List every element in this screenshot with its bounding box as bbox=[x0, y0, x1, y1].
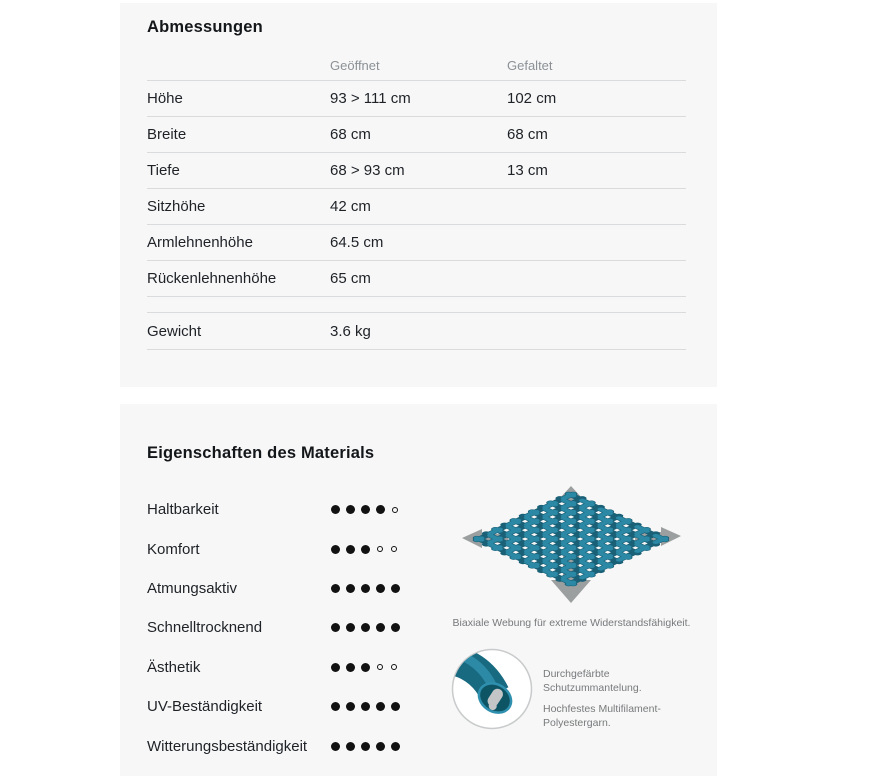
yarn-note-filament: Hochfestes Multifilament-Polyestergarn. bbox=[543, 703, 661, 729]
dot-filled-icon bbox=[376, 742, 385, 751]
header-open-column: Geöffnet bbox=[330, 58, 380, 73]
rating-row bbox=[147, 490, 443, 529]
table-cell-open: 93 > 111 cm bbox=[330, 90, 411, 107]
dot-empty-icon bbox=[391, 664, 397, 670]
rating-row bbox=[147, 569, 443, 608]
table-row bbox=[147, 261, 686, 297]
table-row bbox=[147, 153, 686, 189]
table-cell-label: Sitzhöhe bbox=[147, 198, 206, 215]
dot-filled-icon bbox=[361, 742, 370, 751]
rating-label: Witterungsbeständigkeit bbox=[147, 737, 308, 755]
rating-label: Haltbarkeit bbox=[147, 501, 219, 519]
table-cell-label: Rückenlehnenhöhe bbox=[147, 270, 277, 287]
dot-filled-icon bbox=[376, 584, 385, 593]
table-cell-label: Höhe bbox=[147, 90, 183, 107]
table-cell-label: Armlehnenhöhe bbox=[147, 234, 253, 251]
header-folded-column: Gefaltet bbox=[507, 58, 553, 73]
rating-label: Ästhetik bbox=[147, 658, 201, 676]
rating-row bbox=[147, 608, 443, 647]
table-row bbox=[147, 117, 686, 153]
table-cell-open: 42 cm bbox=[330, 198, 371, 215]
weave-caption: Biaxiale Webung für extreme Widerstandsfähigkeit. bbox=[452, 617, 691, 629]
dot-filled-icon bbox=[361, 663, 370, 672]
table-row bbox=[147, 313, 686, 350]
yarn-note-sheath: Durchgefärbte Schutzummantelung. bbox=[543, 668, 642, 694]
dot-filled-icon bbox=[391, 623, 400, 632]
dot-filled-icon bbox=[346, 623, 355, 632]
dot-filled-icon bbox=[376, 505, 385, 514]
table-cell-open: 65 cm bbox=[330, 270, 371, 287]
dimensions-table-header bbox=[147, 38, 686, 81]
dot-filled-icon bbox=[376, 623, 385, 632]
dot-filled-icon bbox=[391, 702, 400, 711]
rating-row bbox=[147, 529, 443, 568]
dot-filled-icon bbox=[331, 663, 340, 672]
table-cell-folded: 13 cm bbox=[507, 162, 548, 179]
biaxial-weave-illustration bbox=[450, 482, 693, 610]
table-cell-open: 68 cm bbox=[330, 126, 371, 143]
rating-row bbox=[147, 648, 443, 687]
table-row bbox=[147, 189, 686, 225]
rating-label: Atmungsaktiv bbox=[147, 579, 238, 597]
dot-filled-icon bbox=[391, 584, 400, 593]
rating-label: Schnelltrocknend bbox=[147, 619, 263, 637]
table-cell-folded: 68 cm bbox=[507, 126, 548, 143]
yarn-detail-row bbox=[450, 647, 705, 731]
rating-dots bbox=[331, 505, 405, 514]
dot-filled-icon bbox=[331, 742, 340, 751]
table-row bbox=[147, 225, 686, 261]
rating-dots bbox=[331, 623, 406, 632]
table-cell-open: 3.6 kg bbox=[330, 322, 371, 340]
dot-filled-icon bbox=[361, 584, 370, 593]
rating-dots bbox=[331, 545, 404, 554]
rating-row bbox=[147, 726, 443, 765]
dot-filled-icon bbox=[346, 584, 355, 593]
table-row bbox=[147, 81, 686, 117]
dot-empty-icon bbox=[391, 546, 397, 552]
dot-filled-icon bbox=[361, 702, 370, 711]
yarn-cross-section-icon bbox=[450, 647, 534, 731]
dot-empty-icon bbox=[377, 664, 383, 670]
dimensions-panel bbox=[120, 3, 717, 387]
dot-filled-icon bbox=[346, 545, 355, 554]
rating-label: Komfort bbox=[147, 540, 200, 558]
dot-empty-icon bbox=[377, 546, 383, 552]
dimensions-title: Abmessungen bbox=[147, 18, 263, 36]
dot-filled-icon bbox=[391, 742, 400, 751]
table-cell-folded: 102 cm bbox=[507, 90, 557, 107]
rating-dots bbox=[331, 584, 406, 593]
material-panel bbox=[120, 404, 717, 776]
rating-label: UV-Beständigkeit bbox=[147, 698, 263, 716]
dot-filled-icon bbox=[361, 623, 370, 632]
dot-filled-icon bbox=[331, 505, 340, 514]
dot-filled-icon bbox=[331, 584, 340, 593]
table-spacer-row bbox=[147, 297, 686, 313]
table-cell-label: Gewicht bbox=[147, 322, 202, 340]
dot-filled-icon bbox=[361, 505, 370, 514]
dot-filled-icon bbox=[331, 702, 340, 711]
dot-filled-icon bbox=[376, 702, 385, 711]
table-cell-open: 64.5 cm bbox=[330, 234, 384, 251]
dot-filled-icon bbox=[331, 623, 340, 632]
dot-filled-icon bbox=[331, 545, 340, 554]
dot-empty-icon bbox=[392, 507, 398, 513]
ratings-list bbox=[147, 490, 443, 766]
dot-filled-icon bbox=[346, 505, 355, 514]
illustration-column bbox=[450, 482, 705, 731]
dimensions-rows bbox=[147, 81, 686, 350]
table-cell-label: Breite bbox=[147, 126, 187, 143]
rating-dots bbox=[331, 742, 406, 751]
rating-dots bbox=[331, 663, 404, 672]
dot-filled-icon bbox=[361, 545, 370, 554]
material-title: Eigenschaften des Materials bbox=[147, 444, 375, 462]
table-cell-open: 68 > 93 cm bbox=[330, 162, 405, 179]
rating-dots bbox=[331, 702, 406, 711]
dot-filled-icon bbox=[346, 742, 355, 751]
rating-row bbox=[147, 687, 443, 726]
dot-filled-icon bbox=[346, 663, 355, 672]
yarn-notes bbox=[543, 647, 693, 731]
dot-filled-icon bbox=[346, 702, 355, 711]
table-cell-label: Tiefe bbox=[147, 162, 180, 179]
